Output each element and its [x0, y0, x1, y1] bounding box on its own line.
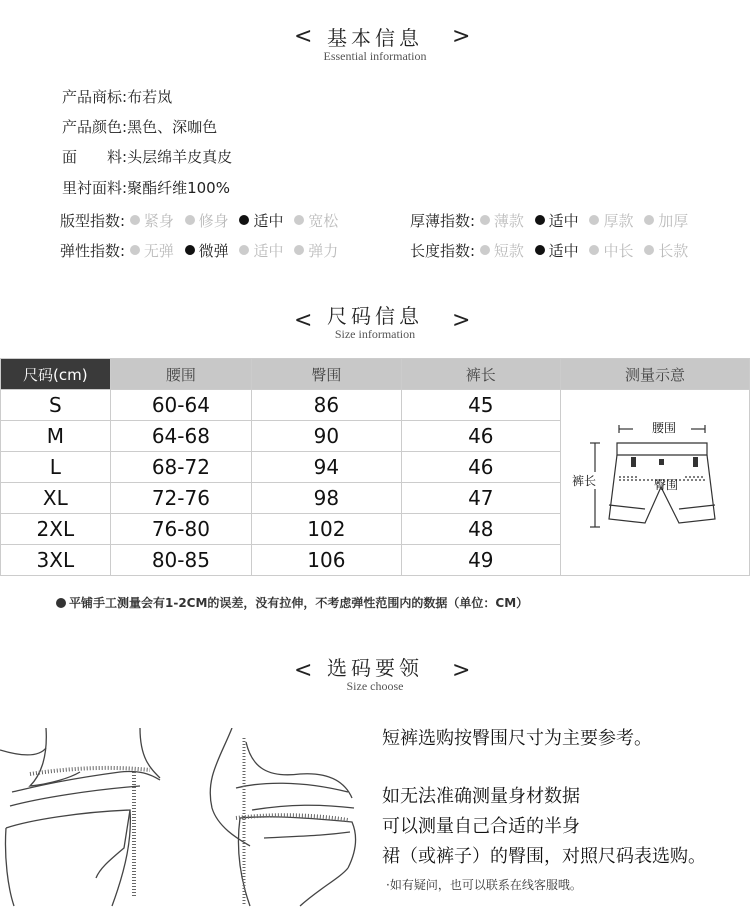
chevron-right-icon: > — [452, 658, 471, 683]
rating-option-selected: 微弹 — [185, 242, 229, 260]
header-hip: 臀围 — [252, 359, 401, 390]
info-label: 产品颜色: — [62, 118, 128, 136]
cell-size: 3XL — [1, 545, 111, 576]
diagram-label-waist: 腰围 — [651, 421, 676, 435]
table-header-row — [1, 359, 750, 390]
dot-icon — [294, 245, 304, 255]
dot-icon — [185, 245, 195, 255]
rating-option-selected: 适中 — [239, 212, 283, 230]
chevron-right-icon: > — [452, 24, 471, 49]
rating-label: 弹性指数: — [60, 242, 126, 260]
diagram-cell — [560, 390, 749, 576]
measure-note-text: 平铺手工测量会有1-2CM的误差，没有拉伸，不考虑弹性范围内的数据（单位：CM） — [69, 596, 529, 610]
cell-length: 46 — [401, 421, 560, 452]
info-value: 头层绵羊皮真皮 — [127, 148, 233, 166]
rating-label: 长度指数: — [410, 242, 476, 260]
info-value: 黑色、深咖色 — [127, 118, 218, 136]
rating-option-selected: 适中 — [535, 212, 579, 230]
choose-line-2: 如无法准确测量身材数据 — [382, 786, 580, 807]
cell-length: 46 — [401, 452, 560, 483]
info-label: 面 料: — [62, 148, 128, 166]
size-choose-title — [0, 652, 750, 694]
info-label: 里衬面料: — [62, 179, 128, 197]
dot-icon — [239, 215, 249, 225]
dot-icon — [130, 245, 140, 255]
dot-icon — [535, 245, 545, 255]
info-label: 产品商标: — [62, 88, 128, 106]
cell-size: XL — [1, 483, 111, 514]
header-waist: 腰围 — [110, 359, 251, 390]
rating-option: 无弹 — [130, 242, 174, 260]
chevron-left-icon: < — [294, 24, 313, 49]
info-color — [62, 116, 217, 137]
choose-line-3: 可以测量自己合适的半身 — [382, 816, 580, 837]
rating-label: 厚薄指数: — [410, 212, 476, 230]
info-value: 聚酯纤维100% — [127, 179, 230, 197]
bullet-icon — [56, 598, 66, 608]
cell-size: 2XL — [1, 514, 111, 545]
dot-icon — [185, 215, 195, 225]
rating-option: 厚款 — [589, 212, 633, 230]
cell-waist: 60-64 — [110, 390, 251, 421]
info-brand — [62, 86, 172, 107]
rating-option: 加厚 — [644, 212, 688, 230]
size-choose-title-zh: 选码要领 — [327, 656, 423, 680]
info-value: 布若岚 — [127, 88, 173, 106]
rating-option: 中长 — [589, 242, 633, 260]
rating-option-selected: 适中 — [535, 242, 579, 260]
rating-fit — [60, 210, 344, 231]
cell-size: S — [1, 390, 111, 421]
cell-waist: 72-76 — [110, 483, 251, 514]
cell-length: 47 — [401, 483, 560, 514]
choose-line-4: 裙（或裤子）的臀围，对照尺码表选购。 — [382, 846, 706, 867]
cell-hip: 106 — [252, 545, 401, 576]
rating-option: 短款 — [480, 242, 524, 260]
dot-icon — [294, 215, 304, 225]
dot-icon — [644, 245, 654, 255]
rating-option: 适中 — [239, 242, 283, 260]
rating-length — [410, 240, 694, 261]
measuring-illustration — [0, 728, 370, 908]
header-length: 裤长 — [401, 359, 560, 390]
dot-icon — [589, 215, 599, 225]
dot-icon — [644, 215, 654, 225]
rating-option: 长款 — [644, 242, 688, 260]
dot-icon — [480, 245, 490, 255]
basic-info-title-en: Essential information — [323, 49, 427, 63]
cell-waist: 68-72 — [110, 452, 251, 483]
info-fabric — [62, 146, 232, 167]
table-row — [1, 390, 750, 421]
info-lining — [62, 177, 230, 198]
chevron-left-icon: < — [294, 308, 313, 333]
header-size: 尺码(cm) — [1, 359, 111, 390]
chevron-left-icon: < — [294, 658, 313, 683]
chevron-right-icon: > — [452, 308, 471, 333]
rating-option: 紧身 — [130, 212, 174, 230]
dot-icon — [239, 245, 249, 255]
cell-waist: 80-85 — [110, 545, 251, 576]
rating-thickness — [410, 210, 694, 231]
cell-waist: 64-68 — [110, 421, 251, 452]
cell-hip: 94 — [252, 452, 401, 483]
rating-elastic — [60, 240, 344, 261]
diagram-label-length: 裤长 — [571, 474, 596, 488]
cell-length: 45 — [401, 390, 560, 421]
cell-length: 49 — [401, 545, 560, 576]
dot-icon — [535, 215, 545, 225]
rating-option: 薄款 — [480, 212, 524, 230]
choose-contact-note: ·如有疑问，也可以联系在线客服哦。 — [386, 878, 582, 892]
basic-info-title-zh: 基本信息 — [327, 26, 423, 50]
diagram-label-hip: 臀围 — [653, 478, 678, 492]
cell-size: L — [1, 452, 111, 483]
rating-option: 宽松 — [294, 212, 338, 230]
measure-note — [56, 594, 528, 611]
cell-size: M — [1, 421, 111, 452]
rating-option: 修身 — [185, 212, 229, 230]
rating-label: 版型指数: — [60, 212, 126, 230]
size-table — [0, 358, 750, 576]
dot-icon — [589, 245, 599, 255]
rating-option: 弹力 — [294, 242, 338, 260]
cell-waist: 76-80 — [110, 514, 251, 545]
choose-line-1: 短裤选购按臀围尺寸为主要参考。 — [382, 728, 652, 749]
size-choose-title-en: Size choose — [346, 679, 404, 693]
basic-info-title — [0, 22, 750, 64]
cell-length: 48 — [401, 514, 560, 545]
size-info-title-zh: 尺码信息 — [327, 304, 423, 328]
dot-icon — [480, 215, 490, 225]
cell-hip: 86 — [252, 390, 401, 421]
dot-icon — [130, 215, 140, 225]
size-info-title — [0, 300, 750, 342]
cell-hip: 90 — [252, 421, 401, 452]
cell-hip: 102 — [252, 514, 401, 545]
cell-hip: 98 — [252, 483, 401, 514]
size-info-title-en: Size information — [334, 327, 416, 341]
header-diagram: 测量示意 — [560, 359, 749, 390]
